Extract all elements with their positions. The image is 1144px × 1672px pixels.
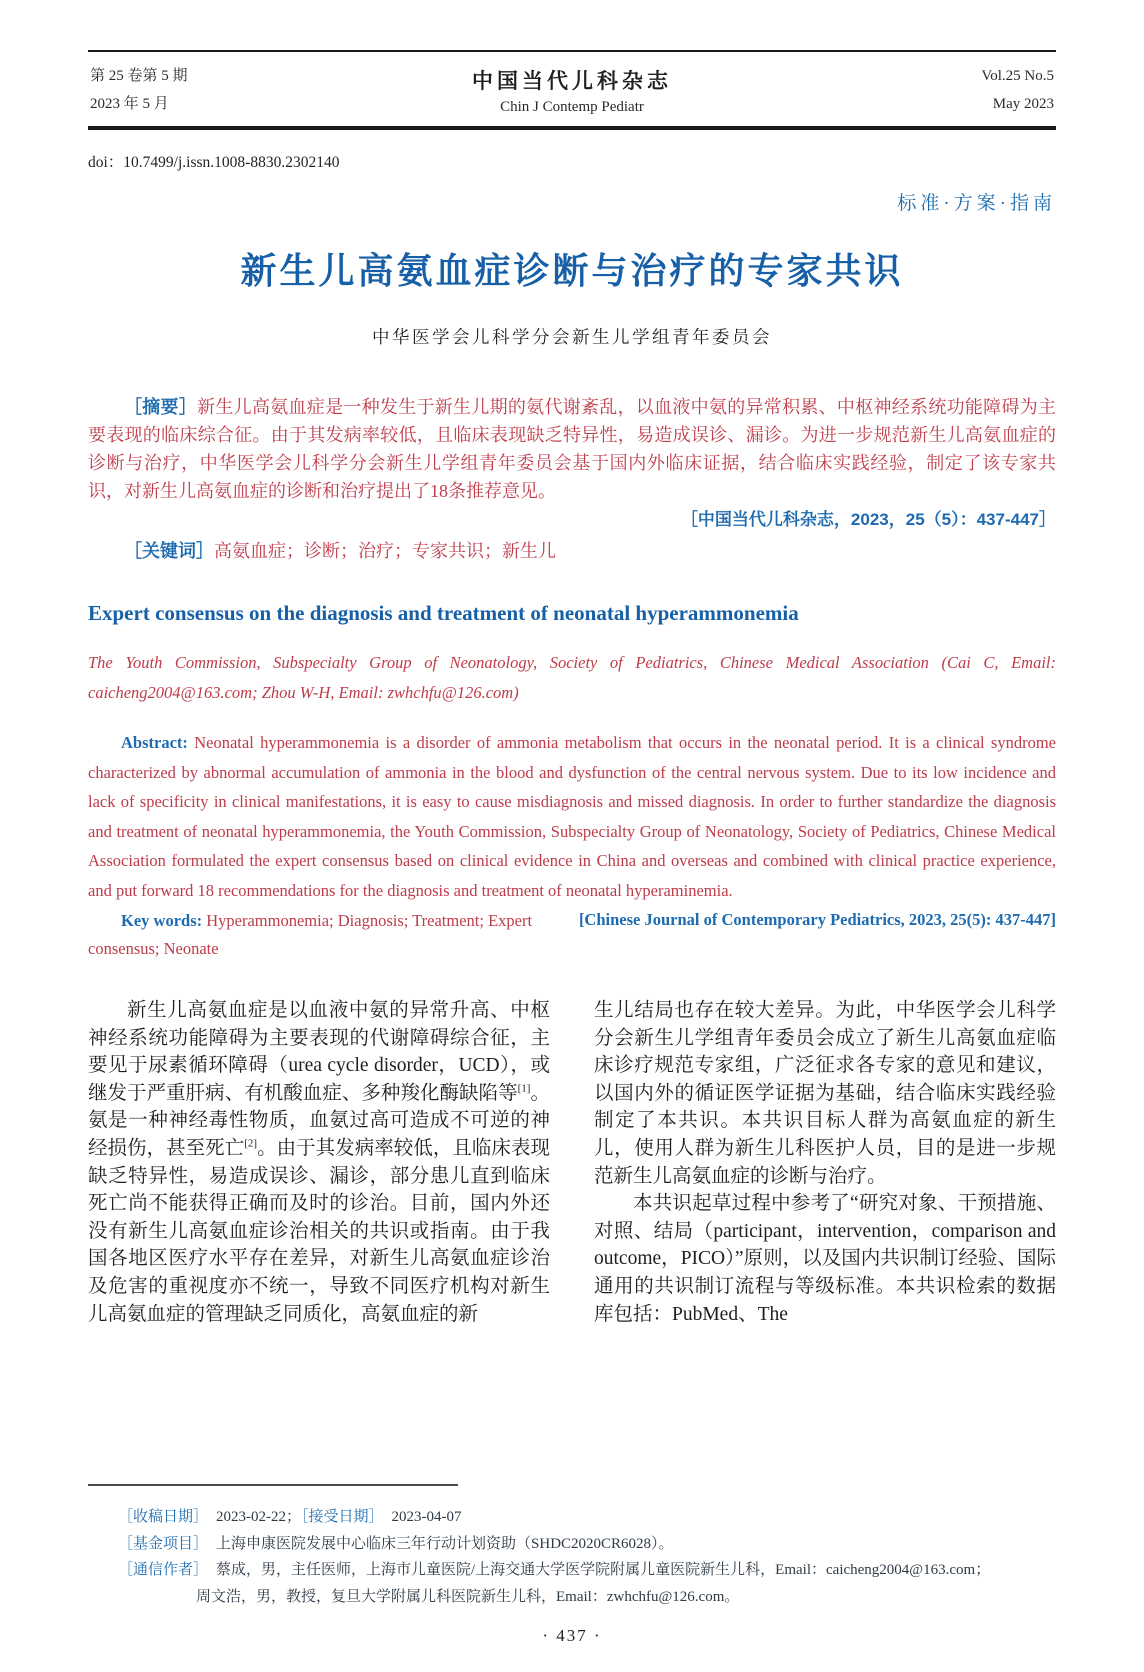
article-title-cn: 新生儿高氨血症诊断与治疗的专家共识 — [240, 251, 904, 291]
body-left-text-2: 。氨是一种神经毒性物质，血氨过高可造成不可逆的神经损伤，甚至死亡 — [88, 1082, 550, 1159]
footnotes-block — [88, 1504, 1056, 1610]
footnote-corresponding-label: ［通信作者］ — [118, 1562, 209, 1578]
journal-title-block — [472, 65, 672, 116]
abstract-cn-paragraph — [88, 393, 1056, 505]
page-footer — [88, 1484, 1056, 1646]
article-byline-cn: 中华医学会儿科学分会新生儿学组青年委员会 — [372, 327, 772, 347]
footnote-corresponding — [118, 1557, 1056, 1584]
journal-header — [88, 52, 1056, 126]
footnote-accepted-label: ［接受日期］ — [301, 1509, 384, 1525]
journal-title-en: Chin J Contemp Pediatr — [500, 98, 644, 115]
journal-issue-cn: 第 25 卷第 5 期 — [90, 68, 188, 84]
footnote-dates — [118, 1504, 1056, 1531]
abstract-en-text: Neonatal hyperammonemia is a disorder of ammonia metabolism that occurs in the neonatal period. It is a clinical syndrome characterized by abnormal accumulation of ammonia in the blood and dysfunction of the central nervous system. Due to its low incidence and lack of specificity in clinical manifestations, it is easy to cause misdiagnosis and missed diagnosis. In order to further standardize the diagnosis and treatment of neonatal hyperammonemia, the Youth Commission, Subspecialty Group of Neonatology, Society of Pediatrics, Chinese Medical Association formulated the expert consensus based on clinical evidence in China and overseas and combined with clinical practice experience, and put forward 18 recommendations for the diagnosis and treatment of neonatal hyperaminemia. — [88, 733, 1056, 900]
footnote-divider — [88, 1484, 458, 1486]
abstract-en-label: Abstract: — [121, 733, 188, 752]
reference-marker-1: [1] — [517, 1082, 531, 1095]
header-double-rule — [88, 126, 1056, 130]
journal-date-cn: 2023 年 5 月 — [90, 96, 169, 112]
footnote-funding-text: 上海申康医院发展中心临床三年行动计划资助（SHDC2020CR6028）。 — [216, 1535, 674, 1552]
reference-marker-2: [2] — [244, 1137, 258, 1150]
article-title-en: Expert consensus on the diagnosis and treatment of neonatal hyperammonemia — [88, 601, 799, 625]
journal-title-cn: 中国当代儿科杂志 — [472, 68, 672, 93]
doi-line — [88, 150, 1056, 172]
keywords-cn-label: ［关键词］ — [124, 541, 214, 561]
body-columns — [88, 997, 1056, 1328]
keywords-en-label: Key words: — [121, 911, 203, 930]
abstract-cn-label: ［摘要］ — [124, 397, 198, 417]
body-left-text-3: 。由于其发病率较低，且临床表现缺乏特异性，易造成误诊、漏诊，部分患儿直到临床死亡尚不能获得正确而及时的诊治。目前，国内外还没有新生儿高氨血症诊治相关的共识或指南。由于我国各地区医疗水平存在差异，对新生儿高氨血症诊治及危害的重视度亦不统一，导致不同医疗机构对新生儿高氨血症的管理缺乏同质化，高氨血症的新 — [88, 1137, 550, 1325]
article-authors-en: The Youth Commission, Subspecialty Group of Neonatology, Society of Pediatrics, Chinese Medical Association (Cai C, Email: caicheng2004@163.com; Zhou W-H, Email: zwhchfu@126.com) — [88, 653, 1056, 702]
citation-en: [Chinese Journal of Contemporary Pediatrics, 2023, 25(5): 437-447] — [578, 910, 1056, 929]
keywords-cn-line — [88, 537, 1056, 565]
footnote-funding-label: ［基金项目］ — [118, 1535, 209, 1552]
body-column-left — [88, 997, 550, 1328]
keywords-en-text: Hyperammonemia; Diagnosis; Treatment; Expert consensus; Neonate — [88, 911, 533, 958]
body-paragraph-right-1: 生儿结局也存在较大差异。为此，中华医学会儿科学分会新生儿学组青年委员会成立了新生儿高氨血症临床诊疗规范专家组，广泛征求各专家的意见和建议，以国内外的循证医学证据为基础，结合临床实践经验制定了本共识。本共识目标人群为高氨血症的新生儿，使用人群为新生儿科医护人员，目的是进一步规范新生儿高氨血症的诊断与治疗。 — [594, 1000, 1056, 1187]
journal-date-en: May 2023 — [992, 96, 1054, 112]
footnote-corresponding-cont: 周文浩，男，教授，复旦大学附属儿科医院新生儿科，Email：zwhchfu@126.com。 — [196, 1588, 740, 1605]
abstract-cn-block — [88, 393, 1056, 565]
keywords-cn-text: 高氨血症；诊断；治疗；专家共识；新生儿 — [214, 541, 556, 561]
page-number: · 437 · — [542, 1626, 602, 1645]
abstract-cn-text: 新生儿高氨血症是一种发生于新生儿期的氨代谢紊乱，以血液中氨的异常积累、中枢神经系统功能障碍为主要表现的临床综合征。由于其发病率较低，且临床表现缺乏特异性，易造成误诊、漏诊。为进一步规范新生儿高氨血症的诊断与治疗，中华医学会儿科学分会新生儿学组青年委员会基于国内外临床证据，结合临床实践经验，制定了该专家共识，对新生儿高氨血症的诊断和治疗提出了18条推荐意见。 — [88, 397, 1056, 501]
footnote-accepted-date: 2023-04-07 — [391, 1509, 462, 1525]
body-paragraph-right-2: 本共识起草过程中参考了“研究对象、干预措施、对照、结局（participant，intervention，comparison and outcome，PICO）”原则，以及国内共识制订经验、国际通用的共识制订流程与等级标准。本共识检索的数据库包括：PubMed、The — [594, 1193, 1056, 1325]
section-label: 标准·方案·指南 — [897, 193, 1056, 214]
body-column-right — [594, 997, 1056, 1328]
journal-volume-en: Vol.25 No.5 — [981, 68, 1054, 84]
footnote-received-label: ［收稿日期］ — [118, 1509, 209, 1525]
doi-text: doi：10.7499/j.issn.1008-8830.2302140 — [88, 154, 340, 171]
footnote-received-date: 2023-02-22； — [216, 1509, 302, 1525]
body-paragraph-left — [88, 997, 550, 1328]
journal-volume-info — [834, 62, 1054, 118]
body-left-text-1: 新生儿高氨血症是以血液中氨的异常升高、中枢神经系统功能障碍为主要表现的代谢障碍综合征，主要见于尿素循环障碍（urea cycle disorder，UCD），或继发于严重肝病、有机酸血症、多种羧化酶缺陷等 — [88, 1000, 550, 1104]
footnote-corresponding-text: 蔡成，男，主任医师，上海市儿童医院/上海交通大学医学院附属儿童医院新生儿科，Email：caicheng2004@163.com； — [216, 1562, 991, 1578]
journal-issue-info — [90, 62, 310, 118]
footnote-funding — [118, 1531, 1056, 1558]
citation-cn: ［中国当代儿科杂志，2023，25（5）：437-447］ — [680, 510, 1056, 529]
